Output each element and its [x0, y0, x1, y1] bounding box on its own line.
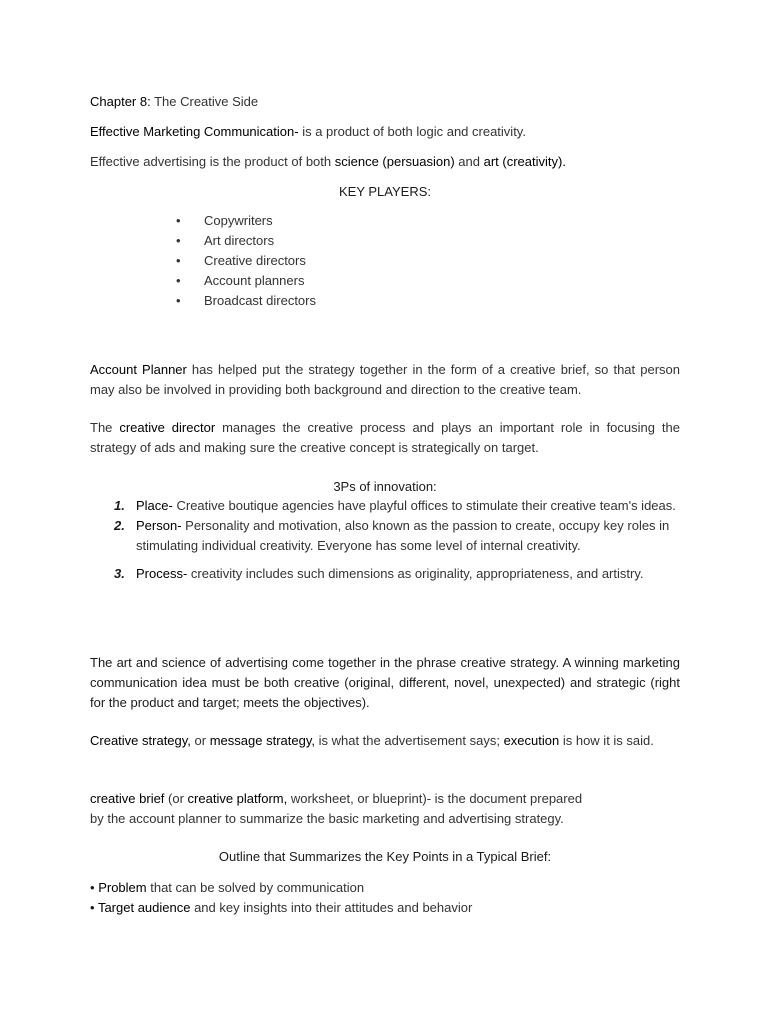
cd-pre: The: [90, 420, 120, 435]
creative-brief-term: creative brief: [90, 791, 165, 806]
innovation-item-number: 3.: [114, 566, 125, 581]
execution-term: execution: [503, 733, 560, 748]
strategy-paragraph: [90, 731, 680, 751]
key-players-heading: KEY PLAYERS:: [338, 184, 431, 199]
innovation-item-term: Process-: [136, 566, 188, 581]
innovation-heading: 3Ps of innovation:: [333, 479, 437, 494]
innovation-item-number: 2.: [114, 518, 125, 533]
art-term: art (creativity).: [483, 154, 566, 169]
creative-brief-paragraph: [90, 789, 680, 829]
key-player-item: • Creative directors: [176, 251, 476, 271]
innovation-list: [90, 496, 680, 584]
key-player-item: • Broadcast directors: [176, 291, 476, 311]
innovation-item-term: Person-: [136, 518, 182, 533]
strategy-mid: is what the advertisement says;: [314, 733, 504, 748]
innovation-item: [90, 496, 680, 516]
account-planner-term: Account Planner: [90, 362, 187, 377]
innovation-item-text: Creative boutique agencies have playful offices to stimulate their creative team's ideas.: [172, 498, 676, 513]
creative-director-term: creative director: [119, 420, 216, 435]
effective-advertising: [90, 152, 680, 172]
key-players-list: [176, 211, 476, 311]
art-science-paragraph: The art and science of advertising come together in the phrase creative strategy. A winning marketing communication idea must be both creative (original, different, novel, unexpected) and strategic (right for the product and target; meets the objectives).: [90, 655, 680, 710]
emc-text: is a product of both logic and creativity.: [298, 124, 526, 139]
innovation-item-text: creativity includes such dimensions as originality, appropriateness, and artistry.: [187, 566, 644, 581]
chapter-label: Chapter 8:: [90, 94, 151, 109]
innovation-item-text: Personality and motivation, also known as the passion to create, occupy key roles in stimulating individual creativity. Everyone has some level of internal creativity.: [136, 518, 670, 553]
outline-item-term: Target audience: [97, 900, 191, 915]
creative-director-paragraph: [90, 418, 680, 458]
science-term: science (persuasion): [334, 154, 455, 169]
eff-adv-and: and: [454, 154, 484, 169]
outline-item-term: Problem: [98, 880, 147, 895]
chapter-title: The Creative Side: [154, 94, 259, 109]
bullet: •: [90, 880, 95, 895]
outline-heading: Outline that Summarizes the Key Points in a Typical Brief:: [218, 849, 552, 864]
outline-item: [90, 898, 680, 918]
creative-director-text: manages the creative process and plays an important role in focusing the strategy of ads and making sure the creative concept is strategically on target.: [90, 420, 680, 455]
key-player-item: • Art directors: [176, 231, 476, 251]
outline-item-text: that can be solved by communication: [146, 880, 365, 895]
brief-line1-end: worksheet, or blueprint)- is the document prepared: [287, 791, 583, 806]
innovation-item: [90, 564, 680, 584]
outline-item-text: and key insights into their attitudes and behavior: [190, 900, 473, 915]
brief-line-1: [90, 789, 680, 809]
strategy-end: is how it is said.: [559, 733, 654, 748]
creative-platform-term: creative platform,: [187, 791, 288, 806]
brief-paren: (or: [164, 791, 188, 806]
innovation-item: [90, 516, 680, 556]
innovation-item-number: 1.: [114, 498, 125, 513]
account-planner-paragraph: [90, 360, 680, 400]
account-planner-text: has helped put the strategy together in the form of a creative brief, so that person may also be involved in providing both background and direction to the creative team.: [90, 362, 680, 397]
message-strategy-term: message strategy,: [209, 733, 315, 748]
strategy-or: or: [190, 733, 210, 748]
outline-item: [90, 878, 680, 898]
bullet: •: [90, 900, 95, 915]
creative-strategy-term: Creative strategy,: [90, 733, 191, 748]
brief-line-2: by the account planner to summarize the basic marketing and advertising strategy.: [90, 811, 564, 826]
innovation-item-term: Place-: [136, 498, 173, 513]
emc-definition: [90, 122, 680, 142]
key-player-item: • Copywriters: [176, 211, 476, 231]
outline-list: [90, 878, 680, 918]
key-player-item: • Account planners: [176, 271, 476, 291]
chapter-heading: [90, 92, 680, 112]
emc-term: Effective Marketing Communication-: [90, 124, 299, 139]
eff-adv-pre: Effective advertising is the product of both: [90, 154, 335, 169]
